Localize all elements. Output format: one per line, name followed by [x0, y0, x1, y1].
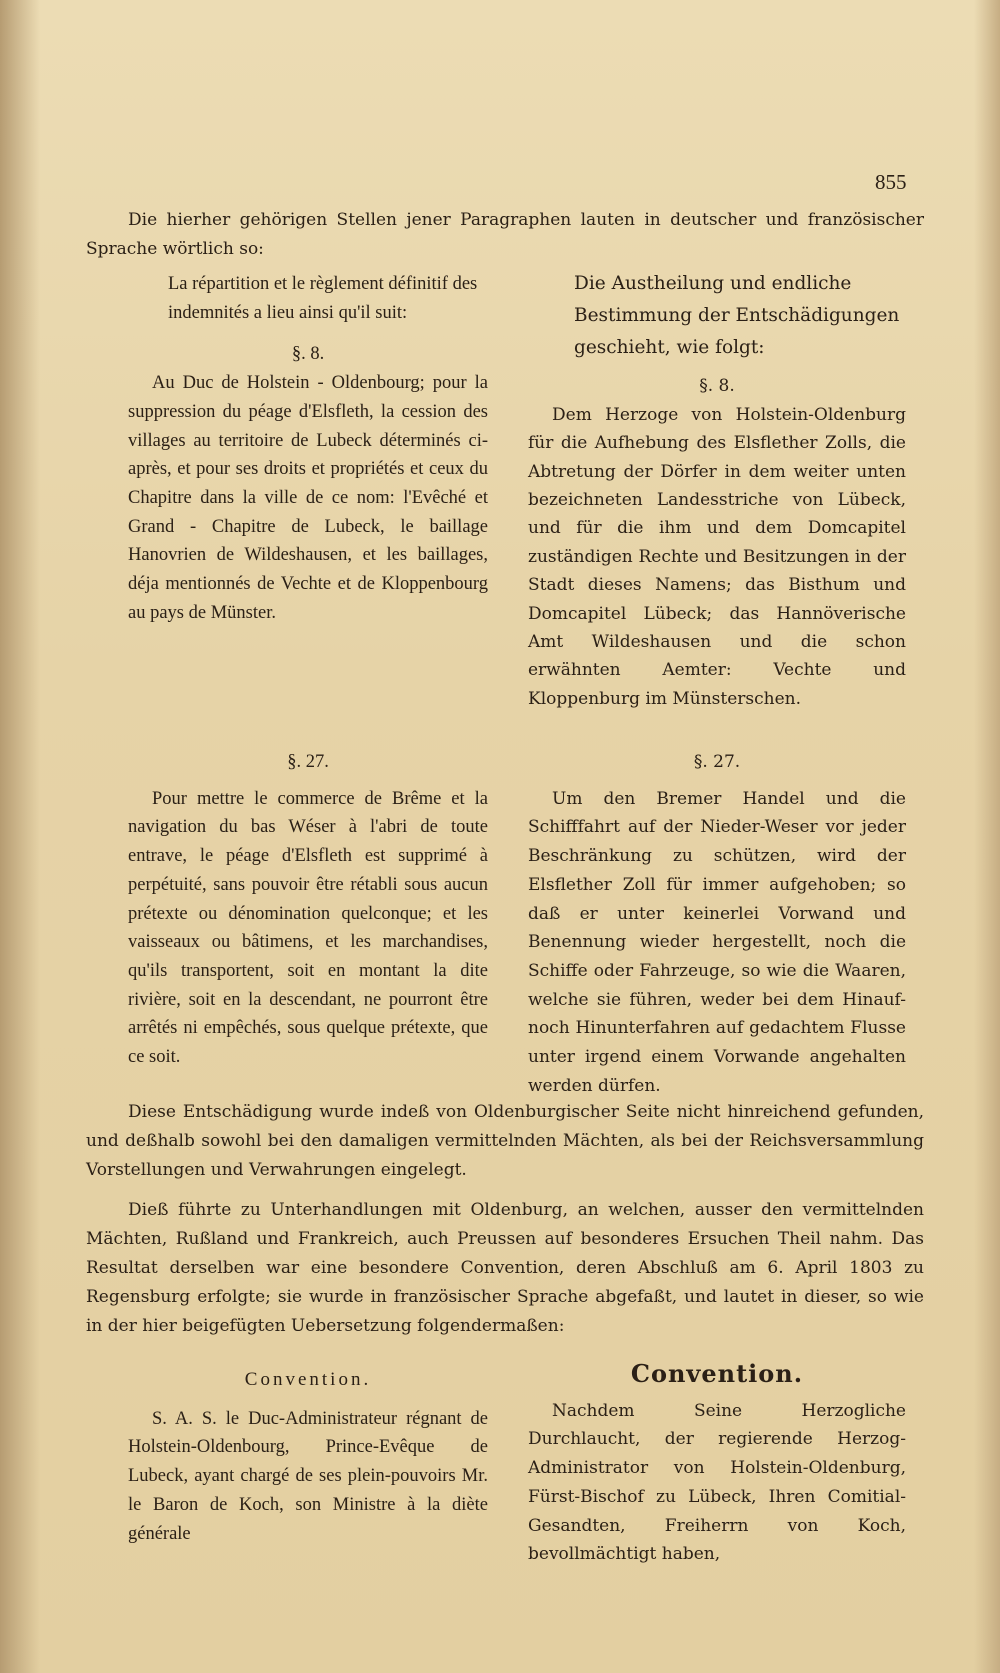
german-section-8-text: Dem Herzoge von Holstein-Oldenburg für die Aufhebung des Elsflether Zolls, die Abtretung der Dörfer in dem weiter unten bezeichneten Landesstriche von Lübeck, und für die ihm und dem Domcapitel zuständigen Rechte und Besitzungen in der Stadt dieses Namens; das Bisthum und Domcapitel Lübeck; das Hannöverische Amt Wildeshausen und die schon erwähnten Aemter: Vechte und Kloppenburg im Münsterschen.	[528, 404, 906, 709]
french-column-middle	[128, 748, 488, 1072]
french-section-27-text: Pour mettre le commerce de Brême et la navigation du bas Wéser à l'abri de toute entrave, le péage d'Elsfleth est supprimé à perpétuité, sans pouvoir être rétabli sous aucun prétexte ou dénomination quelconque; et les vaisseaux ou bâtimens, et les marchandises, qu'ils transportent, soit en montant la dite rivière, soit en la descendant, ne pourront être arrêtés ni empêchés, sous quelque prétexte, que ce soit.	[128, 788, 488, 1068]
german-column-bottom	[528, 1360, 906, 1569]
french-intro: La répartition et le règlement définitif des indemnités a lieu ainsi qu'il suit:	[168, 274, 478, 323]
german-column-top	[528, 268, 906, 713]
french-column-top	[128, 270, 488, 627]
body-paragraph-2: Dieß führte zu Unterhandlungen mit Oldenburg, an welchen, ausser den vermittelnden Mächten, Rußland und Frankreich, auch Preussen auf besonderes Ersuchen Theil nahm. Das Resultat derselben war eine besondere Convention, deren Abschluß am 6. April 1803 zu Regensburg erfolgte; sie wurde in französischer Sprache abgefaßt, und lautet in dieser, so wie in der hier beigefügten Uebersetzung folgendermaßen:	[86, 1200, 924, 1336]
german-section-8-heading: §. 8.	[699, 376, 735, 396]
page-number: 855	[875, 170, 907, 194]
french-convention-title: Convention.	[244, 1369, 372, 1390]
german-column-middle	[528, 748, 906, 1100]
french-convention-text: S. A. S. le Duc-Administrateur régnant de Holstein-Oldenbourg, Prince-Evêque de Lubeck, ayant chargé de ses plein-pouvoirs Mr. le Baron de Koch, son Ministre à la diète générale	[128, 1408, 488, 1544]
german-section-27-text: Um den Bremer Handel und die Schifffahrt auf der Nieder-Weser vor jeder Beschränkung zu schützen, wird der Elsflether Zoll für immer aufgehoben; so daß er unter keinerlei Vorwand und Benennung wieder hergestellt, noch die Schiffe oder Fahrzeuge, so wie die Waaren, welche sie führen, weder bei dem Hinauf- noch Hinunterfahren auf gedachtem Flusse unter irgend einem Vorwande angehalten werden dürfen.	[528, 788, 906, 1096]
german-section-27-heading: §. 27.	[693, 752, 741, 772]
french-section-8-text: Au Duc de Holstein - Oldenbourg; pour la suppression du péage d'Elsfleth, la cession des villages au territoire de Lubeck déterminés ci-après, et pour ses droits et propriétés et ceux du Chapitre dans la ville de ce nom: l'Evêché et Grand - Chapitre de Lubeck, le baillage Hanovrien de Wildeshausen, et les baillages, déja mentionnés de Vechte et de Kloppenbourg au pays de Münster.	[128, 373, 488, 623]
german-convention-title: Convention.	[630, 1359, 804, 1388]
french-column-bottom	[128, 1366, 488, 1548]
german-convention-text: Nachdem Seine Herzogliche Durchlaucht, der regierende Herzog-Administrator von Holstein-Oldenburg, Fürst-Bischof zu Lübeck, Ihren Comitial-Gesandten, Freiherrn von Koch, bevollmächtigt haben,	[528, 1400, 906, 1565]
intro-paragraph: Die hierher gehörigen Stellen jener Paragraphen lauten in deutscher und französischer Sprache wörtlich so:	[86, 210, 924, 259]
body-paragraph-1: Diese Entschädigung wurde indeß von Oldenburgischer Seite nicht hinreichend gefunden, und deßhalb sowohl bei den damaligen vermittelnden Mächten, als bei der Reichsversammlung Vorstellungen und Verwahrungen eingelegt.	[86, 1102, 924, 1180]
french-section-8-heading: §. 8.	[291, 344, 325, 365]
french-section-27-heading: §. 27.	[287, 752, 329, 772]
german-intro: Die Austheilung und endliche Bestimmung der Entschädigungen geschieht, wie folgt:	[574, 273, 900, 358]
